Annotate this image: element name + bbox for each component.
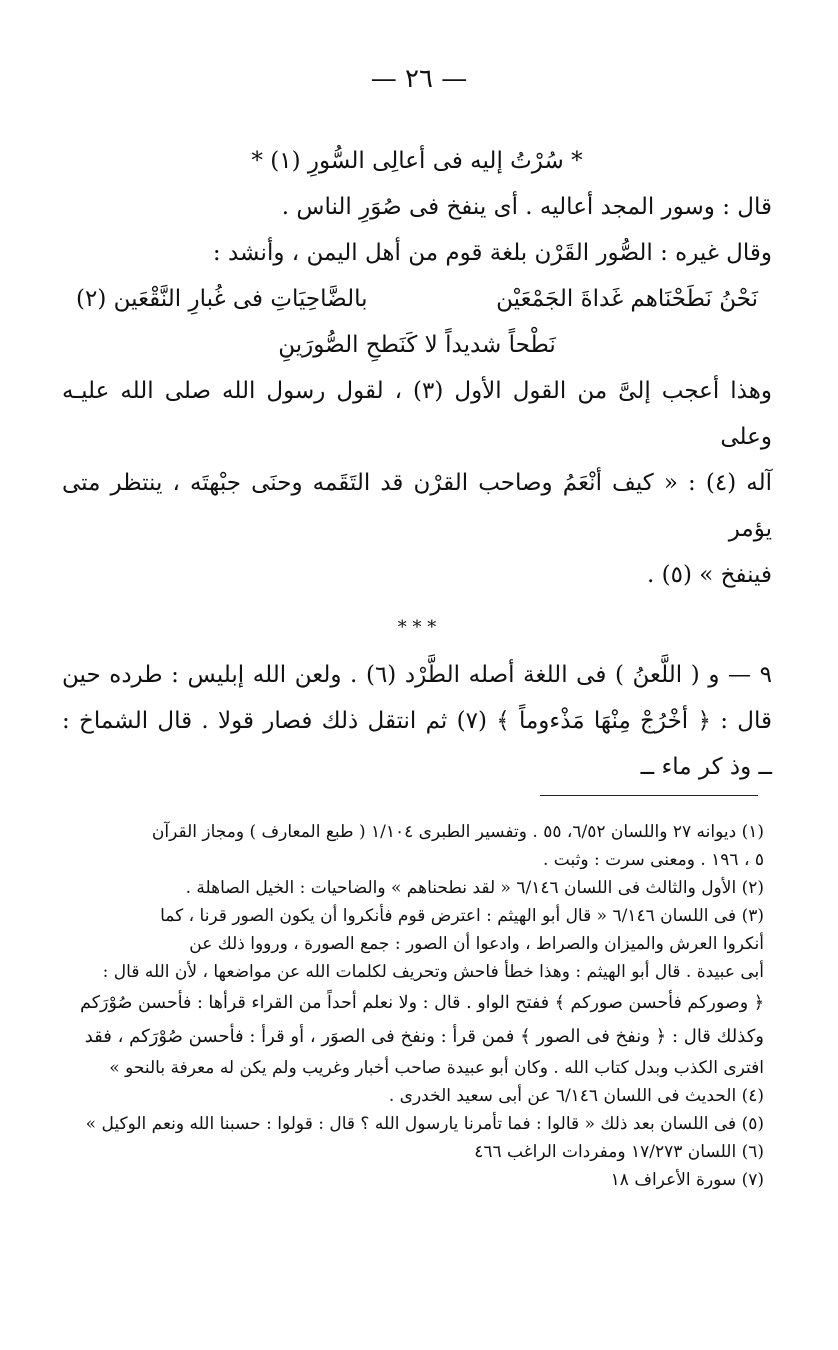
entry-line: ــ وذ كر ماء ــ [640,754,772,780]
text-line: وهذا أعجب إلىَّ من القول الأول (٣) ، لقول رسول الله صلى الله عليـه وعلى [62,378,772,450]
verse-heading: * سُرْتُ إليه فى أعالِى السُّورِ (١) * [251,148,583,174]
footnote-line: (١) ديوانه ٢٧ واللسان ٦/٥٢، ٥٥ . وتفسير الطبرى ١/١٠٤ ( طبع المعارف ) ومجاز القرآن [151,822,764,842]
footnote-line: (٥) فى اللسان بعد ذلك « قالوا : فما تأمرنا يارسول الله ؟ قال : قولوا : حسبنا الله ونعم الوكيل » [85,1114,764,1134]
main-text [62,138,772,790]
footnote-line: (٢) الأول والثالث فى اللسان ٦/١٤٦ « لقد نطحناهم » والضاحيات : الخيل الصاهلة . [185,878,764,898]
text-line: قال : وسور المجد أعاليه . أى ينفخ فى صُوَرِ الناس . [281,194,772,220]
footnote-rule [540,795,758,796]
text-line: آله (٤) : « كيف أنْعَمُ وصاحب القرْن قد التَقَمه وحنَى جبْهتَه ، ينتظر متى يؤمر [62,470,773,542]
footnote-line: (٦) اللسان ١٧/٢٧٣ ومفردات الراغب ٤٦٦ [474,1142,764,1162]
footnote-line: (٤) الحديث فى اللسان ٦/١٤٦ عن أبى سعيد الخدرى . [388,1086,764,1106]
text-line: فينفخ » (٥) . [647,562,772,588]
footnote-line: أبى عبيدة . قال أبو الهيثم : وهذا خطأ فاحش وتحريف لكلمات الله عن مواضعها ، لأن الله قال : [102,962,764,982]
entry-line: ٩ — و ( اللَّعنُ ) فى اللغة أصله الطَّرْد (٦) . ولعن الله إبليس : طرده حين [62,662,772,688]
poetry-verse [62,276,772,322]
footnote-line: (٣) فى اللسان ٦/١٤٦ « قال أبو الهيثم : اعترض قوم فأنكروا أن يكون الصور قرنا ، كما [160,906,764,926]
poetry-verse-line: نَطْحاً شديداً لا كَنَطحِ الصُّورَينِ [278,332,556,358]
footnote-line: افترى الكذب وبدل كتاب الله . وكان أبو عبيدة صاحب أخبار وغريب ولم يكن له معرفة بالنحو » [109,1058,764,1078]
footnotes [74,818,764,1194]
footnote-line: ٥ ، ١٩٦ . ومعنى سرت : وثبت . [542,850,764,870]
footnote-line: ﴿ وصوركم فأحسن صوركم ﴾ ففتح الواو . قال : ولا نعلم أحداً من القراء قرأها : فأحسن صُوْرَكم [80,993,764,1013]
footnote-line: أنكروا العرش والميزان والصراط ، وادعوا أن الصور : جمع الصورة ، ورووا ذلك عن [189,934,764,954]
verse-first-half: نَحْنُ نَطَحْنَاهم غَداةَ الجَمْعَيْن [496,286,758,312]
verse-second-half: بالضَّاحِيَاتِ فى غُبارِ النَّقْعَين (٢) [76,286,368,312]
text-line: وقال غيره : الصُّور القَرْن بلغة قوم من أهل اليمن ، وأنشد : [212,240,772,266]
footnote-line: (٧) سورة الأعراف ١٨ [610,1170,764,1190]
page-number: — ٢٦ — [370,64,468,94]
entry-line: قال : ﴿ أخْرُجْ مِنْهَا مَذْءوماً ﴾ (٧) ثم انتقل ذلك فصار قولا . قال الشماخ : [62,708,772,734]
section-separator: * * * [397,617,437,638]
footnote-line: وكذلك قال : ﴿ ونفخ فى الصور ﴾ فمن قرأ : ونفخ فى الصوَر ، أو قرأ : فأحسن صُوْرَكم ، فقد [84,1026,764,1047]
